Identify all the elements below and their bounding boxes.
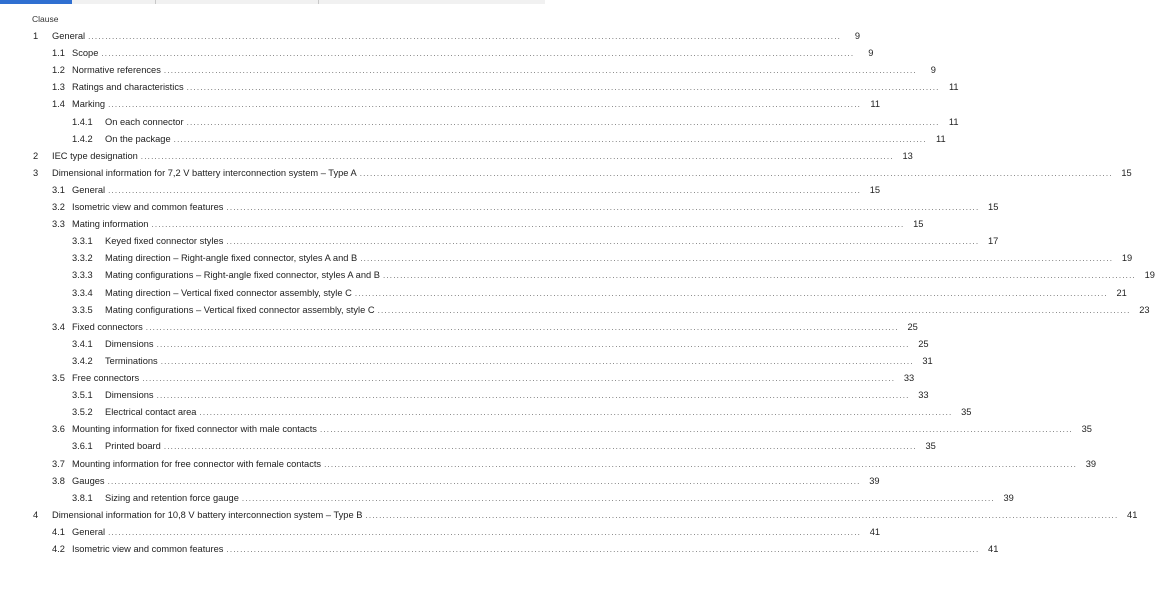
toc-entry-title: Gauges [72,475,105,486]
toc-entry-page: 15 [913,219,924,230]
toc-entry-page: 35 [925,441,936,452]
toc-entry-number: 3.4.1 [72,338,93,349]
toc-entry-title: Dimensional information for 10,8 V battery interconnection system – Type B [52,509,363,520]
toc-entry-page: 25 [907,321,918,332]
toc-entry-page: 25 [918,338,929,349]
toc-entry-number: 3 [33,167,39,178]
toc-entry[interactable] [72,439,936,453]
toc-entry-title: Printed board [105,441,161,452]
toc-entry-title: Mating configurations – Right-angle fixed connector, styles A and B [105,270,380,281]
toc-entry-number: 4.1 [52,526,65,537]
toc-entry-number: 3.8.1 [72,492,93,503]
toc-entry[interactable] [52,80,959,94]
toc-entry-page: 19 [1144,270,1155,281]
dot-leader: ............................................................................................................................................................................................................................ [199,408,953,418]
toc-entry-page: 9 [868,48,874,59]
toc-entry[interactable] [72,132,946,146]
dot-leader: ............................................................................................................................................................................................................................ [142,374,896,383]
toc-entry[interactable] [72,251,1133,265]
dot-leader: ............................................................................................................................................................................................................................ [156,339,910,349]
toc-entry-title: Mating information [72,219,149,230]
toc-entry-page: 39 [1085,458,1097,469]
toc-entry-page: 35 [1081,424,1092,435]
toc-entry-page: 11 [935,133,946,144]
dot-leader: ............................................................................................................................................................................................................................ [226,545,980,554]
dot-leader: ............................................................................................................................................................................................................................ [107,476,861,486]
toc-entry-number: 2 [33,150,39,161]
toc-entry-number: 3.4.2 [72,355,93,366]
toc-entry-number: 3.3.1 [72,236,93,247]
toc-entry-page: 17 [987,236,999,247]
toc-entry-number: 1 [33,31,39,41]
dot-leader: ............................................................................................................................................................................................................................ [359,168,1113,178]
dot-leader: ............................................................................................................................................................................................................................ [101,49,855,59]
toc-entry-page: 11 [948,116,959,127]
toc-entry-title: Mating direction – Vertical fixed connector assembly, style C [105,287,352,298]
dot-leader: ............................................................................................................................................................................................................................ [88,32,842,41]
toc-entry-title: Mounting information for free connector with female contacts [72,458,322,469]
toc-entry-title: Terminations [105,355,158,366]
toc-entry-number: 3.3.2 [72,253,93,264]
toc-entry-title: Dimensions [105,338,154,349]
toc-entry-number: 3.2 [52,202,65,212]
toc-entry-number: 1.4.2 [72,133,93,144]
toc-entry[interactable] [72,405,972,419]
toc-entry-title: General [72,526,106,537]
toc-entry-title: Mounting information for fixed connector with male contacts [72,424,317,435]
toc-entry-title: Isometric view and common features [72,202,224,212]
toc-entry[interactable] [33,508,1138,522]
toc-entry-number: 1.2 [52,65,65,76]
dot-leader: ............................................................................................................................................................................................................................ [151,220,905,230]
dot-leader: ............................................................................................................................................................................................................................ [173,134,927,144]
dot-leader: ............................................................................................................................................................................................................................ [145,322,899,332]
toc-entry-number: 3.8 [52,475,65,486]
dot-leader: ............................................................................................................................................................................................................................ [226,237,980,247]
dot-leader: ............................................................................................................................................................................................................................ [360,254,1114,264]
toc-entry[interactable] [72,388,929,402]
toc-entry-number: 3.6 [52,424,65,435]
toc-entry-page: 13 [902,150,913,161]
toc-entry-number: 1.3 [52,82,65,93]
toc-entry[interactable] [72,491,1014,505]
toc-entry[interactable] [33,166,1132,180]
toc-entry-page: 9 [930,65,936,76]
dot-leader: ............................................................................................................................................................................................................................ [108,185,862,195]
toc-entry-number: 3.4 [52,321,65,332]
toc-entry-number: 1.1 [52,48,65,59]
toc-entry[interactable] [72,234,999,248]
toc-entry[interactable] [52,320,918,334]
dot-leader: ............................................................................................................................................................................................................................ [140,151,894,161]
toc-entry-title: Mating direction – Right-angle fixed connector, styles A and B [105,253,358,264]
toc-entry-title: On each connector [105,116,184,127]
toc-entry-page: 11 [948,82,959,93]
toc-entry-page: 31 [922,355,933,366]
toc-entry-number: 4.2 [52,544,65,554]
toc-entry-number: 3.5.1 [72,390,93,401]
toc-entry-title: IEC type designation [52,150,138,161]
toc-entry-title: Ratings and characteristics [72,82,184,93]
toc-entry-page: 15 [988,202,999,212]
toc-entry[interactable] [72,354,933,368]
toc-entry-title: General [52,31,86,41]
toc-entry-title: Dimensions [105,390,154,401]
toc-entry-number: 3.5 [52,373,65,383]
toc-entry[interactable] [52,183,881,197]
toc-entry-number: 3.3.3 [72,270,93,281]
dot-leader: ............................................................................................................................................................................................................................ [226,203,980,212]
dot-leader: ............................................................................................................................................................................................................................ [377,305,1131,315]
toc-entry[interactable] [52,63,936,77]
toc-entry-title: Fixed connectors [72,321,143,332]
toc-entry[interactable] [72,337,929,351]
toc-entry-page: 35 [961,407,972,418]
toc-entry-title: Sizing and retention force gauge [105,492,239,503]
dot-leader: ............................................................................................................................................................................................................................ [163,66,917,76]
dot-leader: ............................................................................................................................................................................................................................ [354,288,1108,298]
toc-entry-page: 39 [1003,492,1014,503]
toc-entry-page: 33 [903,373,915,383]
toc-entry-page: 15 [869,184,881,195]
toc-entry[interactable] [52,371,915,385]
toc-entry[interactable] [52,542,999,556]
toc-entry-page: 11 [870,99,881,110]
toc-entry-number: 3.5.2 [72,407,93,418]
toc-entry[interactable] [52,217,924,231]
toc-entry-page: 41 [1127,509,1138,520]
toc-entry-page: 21 [1116,287,1127,298]
toc-entry[interactable] [52,525,881,539]
toc-entry-number: 4 [33,509,39,520]
dot-leader: ............................................................................................................................................................................................................................ [241,493,995,503]
toc-entry[interactable] [72,115,959,129]
toc-entry-number: 3.7 [52,458,65,469]
dot-leader: ............................................................................................................................................................................................................................ [365,510,1119,520]
dot-leader: ............................................................................................................................................................................................................................ [156,391,910,401]
toc-entry-title: General [72,184,106,195]
toc-entry[interactable] [52,97,881,111]
toc-entry-page: 41 [869,526,881,537]
toc-entry-page: 33 [918,390,929,401]
toc-entry-number: 1.4 [52,99,65,110]
toc-entry-page: 39 [869,475,880,486]
toc-entry-page: 23 [1139,304,1150,315]
toc-entry-page: 41 [988,544,999,554]
toc-entry[interactable] [52,46,874,60]
toc-entry[interactable] [72,303,1150,317]
toc-entry-title: Marking [72,99,106,110]
toc-entry[interactable] [33,29,861,43]
dot-leader: ............................................................................................................................................................................................................................ [163,442,917,452]
toc-entry[interactable] [52,474,880,488]
toc-entry-page: 15 [1121,167,1132,178]
dot-leader: ............................................................................................................................................................................................................................ [108,527,862,537]
toc-entry-number: 3.3 [52,219,65,230]
toc-entry-title: Mating configurations – Vertical fixed connector assembly, style C [105,304,375,315]
toc-entry-number: 3.3.4 [72,287,93,298]
toc-entry[interactable] [52,200,999,214]
toc-entry-title: Keyed fixed connector styles [105,236,224,247]
toc-entry-number: 1.4.1 [72,116,93,127]
dot-leader: ............................................................................................................................................................................................................................ [160,356,914,366]
clause-heading: Clause [32,14,59,24]
toc-entry[interactable] [72,268,1155,282]
dot-leader: ............................................................................................................................................................................................................................ [186,83,940,93]
toc-entry-title: Free connectors [72,373,140,383]
dot-leader: ............................................................................................................................................................................................................................ [108,100,862,110]
toc-entry-number: 3.6.1 [72,441,93,452]
toc-entry-title: Scope [72,48,99,59]
toc-entry-page: 19 [1121,253,1133,264]
dot-leader: ............................................................................................................................................................................................................................ [382,271,1136,281]
toc-entry-title: Isometric view and common features [72,544,224,554]
toc-entry-page: 9 [854,31,861,41]
dot-leader: ............................................................................................................................................................................................................................ [186,117,940,127]
toc-entry[interactable] [52,457,1097,471]
toc-entry[interactable] [52,422,1092,436]
dot-leader: ............................................................................................................................................................................................................................ [319,425,1073,435]
dot-leader: ............................................................................................................................................................................................................................ [324,459,1078,469]
toc-entry-number: 3.1 [52,184,65,195]
toc-entry-title: Electrical contact area [105,407,197,418]
toc-entry[interactable] [72,286,1127,300]
toc-entry[interactable] [33,149,913,163]
toc-entry-number: 3.3.5 [72,304,93,315]
toc-entry-title: On the package [105,133,171,144]
toc-entry-title: Normative references [72,65,161,76]
toc-entry-title: Dimensional information for 7,2 V battery interconnection system – Type A [52,167,357,178]
